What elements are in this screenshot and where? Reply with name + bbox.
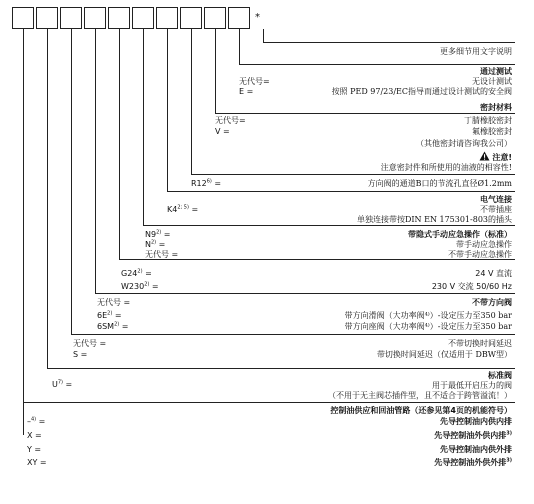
delay-text: 带切换时间延迟（仅适用于 DBW型） <box>376 350 512 359</box>
dirvalve-code <box>97 298 130 308</box>
std-code-main: U <box>52 380 58 389</box>
elec-text: 单独连接带按DIN EN 175301-803的插头 <box>356 215 512 224</box>
elec-text: 不带插座 <box>480 205 512 214</box>
seal-warning-text: 注意密封件和所使用的油液的相容性! <box>380 163 512 172</box>
std-code <box>52 380 72 390</box>
seal-text: 丁腈橡胶密封 <box>464 116 512 125</box>
pilot-text-main: 先导控制油外供外排 <box>434 458 507 467</box>
test-text: 按照 PED 97/23/EC指导而通过设计测试的安全阀 <box>331 87 512 96</box>
test-title: 通过测试 <box>480 67 512 76</box>
pilot-code-sup: 4) <box>31 416 37 423</box>
code-box-9 <box>204 7 226 29</box>
pilot-text-main: 先导控制油外供内排 <box>434 431 507 440</box>
separator-line <box>239 64 515 65</box>
dirvalve-code-sup: 2) <box>107 310 113 317</box>
code-box-3 <box>60 7 82 29</box>
pilot-text-main: 先导控制油内供外排 <box>440 445 512 454</box>
dirvalve-code-main: 无代号 <box>97 298 121 307</box>
code-box-10 <box>228 7 250 29</box>
manual-code-main: 无代号 <box>145 250 169 259</box>
elec-title: 电气连接 <box>480 195 512 204</box>
dirvalve-text: 带方向座阀（大功率阀⁴⁾）-设定压力至350 bar <box>344 322 512 331</box>
leader-line <box>23 29 24 435</box>
std-code-sup: 7) <box>57 379 63 386</box>
code-box-6 <box>132 7 154 29</box>
delay-text: 不带切换时间延迟 <box>448 339 512 348</box>
voltage-code-main: W230 <box>121 282 145 291</box>
seal-code: V = <box>215 127 230 136</box>
std-text: 用于最低开启压力的阀 <box>432 381 512 390</box>
seal-code: 无代号= <box>215 116 246 125</box>
std-title: 标准阀 <box>488 371 512 380</box>
pilot-code <box>27 417 45 427</box>
pilot-text <box>440 445 512 455</box>
code-box-1 <box>12 7 34 29</box>
pilot-code-main: – <box>27 417 31 426</box>
warning-label: 注意! <box>492 153 512 162</box>
pilot-code-main: X = <box>27 431 42 440</box>
orifice-code <box>191 179 221 189</box>
dirvalve-code <box>97 311 122 321</box>
manual-code-tail: = <box>156 240 166 249</box>
pilot-code <box>27 431 42 441</box>
delay-code: 无代号 = <box>73 339 107 348</box>
dirvalve-text: 不带方向阀 <box>472 298 512 307</box>
voltage-text: 24 V 直流 <box>475 269 512 278</box>
test-text: 无设计测试 <box>472 77 512 86</box>
pilot-text-main: 先导控制油内供内排 <box>440 417 512 426</box>
manual-code-sup: 2) <box>150 239 157 246</box>
voltage-code-main: G24 <box>121 269 138 278</box>
separator-line <box>95 293 515 294</box>
voltage-code-sup: 2) <box>144 281 150 288</box>
pilot-code-main: Y = <box>27 445 42 454</box>
separator-line <box>191 174 515 175</box>
pilot-text <box>434 431 512 441</box>
voltage-code-tail: = <box>149 282 159 291</box>
manual-code-main: N9 <box>145 230 157 239</box>
elec-code-sup: 2; 5) <box>177 204 189 211</box>
code-asterisk: * <box>255 12 260 23</box>
code-box-4 <box>84 7 106 29</box>
seal-warning <box>479 151 512 163</box>
pilot-text-sup: 3) <box>506 457 512 464</box>
leader-line <box>47 29 48 368</box>
leader-line <box>215 29 216 113</box>
pilot-text <box>434 458 512 468</box>
dirvalve-code-tail: = <box>112 311 122 320</box>
separator-line <box>215 113 515 114</box>
std-text: （不用于无主阀芯插件型，且不适合于跨管溢流！） <box>328 391 512 400</box>
leader-line <box>71 29 72 334</box>
seal-title: 密封材料 <box>480 103 512 112</box>
pilot-code-main: XY = <box>27 458 47 467</box>
leader-line <box>143 29 144 225</box>
seal-text: 氟橡胶密封 <box>472 127 512 136</box>
warning-triangle-icon <box>479 151 490 161</box>
test-code: 无代号= <box>239 77 270 86</box>
separator-line <box>23 402 515 403</box>
orifice-code-sup: 6) <box>206 178 212 185</box>
pilot-title: 控制油供应和回油管路（还参见第4页的机能符号） <box>330 406 512 415</box>
separator-line <box>167 191 515 192</box>
elec-code-main: K4 <box>167 205 178 214</box>
orifice-code-tail: = <box>211 179 222 188</box>
delay-code: S = <box>73 350 88 359</box>
elec-code-tail: = <box>188 205 199 214</box>
pilot-code <box>27 445 41 455</box>
manual-code-sup: 2) <box>156 229 162 236</box>
dirvalve-code <box>97 322 128 332</box>
pilot-text <box>440 417 512 427</box>
orifice-text: 方向阀的通道B口的节流孔直径Ø1.2mm <box>367 179 512 188</box>
pilot-code-tail: = <box>36 417 46 426</box>
code-box-5 <box>108 7 130 29</box>
manual-code-main: N <box>145 240 151 249</box>
test-code: E = <box>239 87 254 96</box>
leader-line <box>191 29 192 174</box>
wording-desc: 更多细节用文字说明 <box>440 47 512 56</box>
leader-line <box>167 29 168 191</box>
pilot-code <box>27 458 47 468</box>
leader-line <box>119 29 120 259</box>
dirvalve-text: 带方向滑阀（大功率阀⁴⁾）-设定压力至350 bar <box>344 311 512 320</box>
leader-line <box>239 29 240 64</box>
manual-code <box>145 230 170 240</box>
voltage-code-sup: 2) <box>137 268 143 275</box>
voltage-code <box>121 282 159 292</box>
code-box-2 <box>36 7 58 29</box>
std-code-tail: = <box>63 380 73 389</box>
elec-code <box>167 205 198 215</box>
manual-code-tail: = <box>169 250 179 259</box>
manual-code <box>145 240 165 250</box>
leader-line <box>263 29 264 42</box>
pilot-text-sup: 3) <box>506 430 512 437</box>
leader-line <box>95 29 96 293</box>
dirvalve-code-tail: = <box>121 298 131 307</box>
seal-note: （其他密封请咨询我公司） <box>416 139 512 148</box>
voltage-code <box>121 269 152 279</box>
dirvalve-code-main: 6E <box>97 311 108 320</box>
manual-text: 带隐式手动应急操作（标准） <box>408 230 512 239</box>
dirvalve-code-main: 6SM <box>97 322 115 331</box>
code-box-7 <box>156 7 178 29</box>
separator-line <box>143 225 515 226</box>
separator-line <box>47 368 515 369</box>
voltage-code-tail: = <box>142 269 152 278</box>
code-box-8 <box>180 7 202 29</box>
dirvalve-code-tail: = <box>119 322 129 331</box>
manual-code-tail: = <box>161 230 171 239</box>
orifice-code-main: R12 <box>191 179 207 188</box>
manual-text: 带手动应急操作 <box>456 240 512 249</box>
dirvalve-code-sup: 2) <box>114 321 120 328</box>
separator-line <box>71 334 515 335</box>
voltage-text: 230 V 交流 50/60 Hz <box>431 282 512 291</box>
separator-line <box>263 42 515 43</box>
manual-text: 不带手动应急操作 <box>448 250 512 259</box>
manual-code <box>145 250 178 260</box>
